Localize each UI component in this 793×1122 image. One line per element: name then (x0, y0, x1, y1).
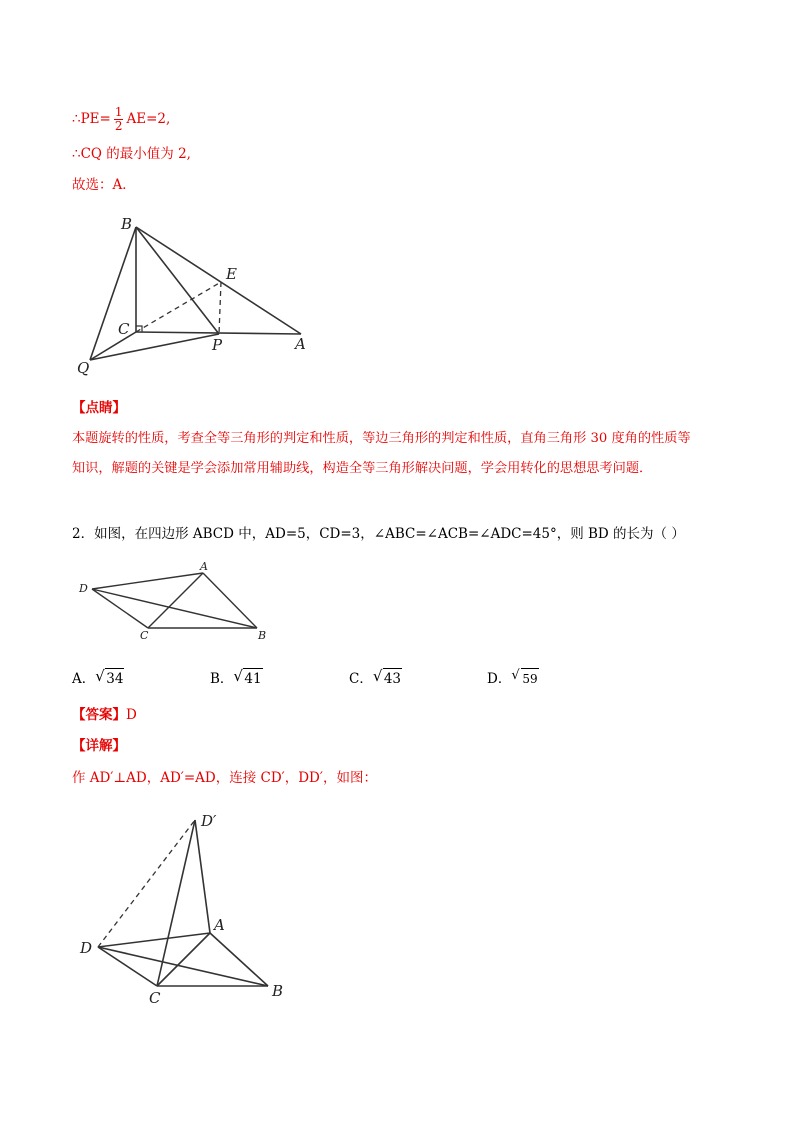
solution1-line1 (72, 106, 170, 133)
label-q: Q (77, 359, 90, 377)
figure-3-construction-diagram (72, 808, 302, 1008)
label-b: B (272, 982, 284, 1000)
segment-db (92, 589, 257, 628)
sqrt-icon: √ 41 (233, 667, 262, 687)
label-c: C (149, 989, 161, 1007)
solution1-line2: ∴CQ 的最小值为 2, (72, 146, 191, 162)
option-b: B． √ 41 (210, 667, 262, 687)
label-c: C (118, 320, 130, 338)
dashed-ep (219, 282, 221, 334)
pe-suffix: AE=2, (126, 111, 171, 127)
pe-prefix: ∴PE= (72, 111, 111, 127)
dianjing-heading: 【点睛】 (72, 400, 126, 416)
label-c: C (140, 629, 149, 642)
question2-text: 2．如图，在四边形 ABCD 中，AD=5，CD=3，∠ABC=∠ACB=∠ADC=45°，则 BD 的长为（ ） (72, 526, 685, 542)
detail-text: 作 AD′⊥AD，AD′=AD，连接 CD′，DD′，如图： (72, 770, 377, 786)
label-d: D (80, 939, 93, 957)
label-b: B (258, 629, 267, 642)
one-half-fraction: $\frac{1}{2}$ (114, 105, 123, 133)
label-a: A (200, 560, 208, 573)
label-a: A (295, 335, 306, 353)
segment-ab (210, 933, 268, 986)
label-b: B (121, 215, 133, 233)
label-p: P (212, 336, 223, 354)
dianjing-text-line2: 知识，解题的关键是学会添加常用辅助线，构造全等三角形解决问题，学会用转化的思想思考问题． (72, 461, 653, 476)
segment-da (92, 573, 203, 589)
answer-value: D (126, 707, 137, 723)
label-e: E (226, 265, 237, 283)
segment-qp (90, 334, 219, 360)
segment-ac (157, 933, 210, 986)
figure-2-quadrilateral-diagram (72, 558, 272, 648)
solution1-line3: 故选：A． (72, 177, 136, 193)
answer-heading: 【答案】 (72, 707, 126, 723)
label-d-prime: D′ (201, 812, 217, 830)
label-a: A (214, 916, 225, 934)
segment-db (98, 947, 268, 986)
dashed-ce (136, 282, 221, 332)
dianjing-text (72, 424, 732, 484)
segment-dpa (195, 820, 210, 933)
segment-bp (136, 227, 219, 334)
segment-dc (98, 947, 157, 986)
segment-dc (92, 589, 148, 628)
segment-bq (90, 227, 136, 360)
segment-ab (203, 573, 257, 628)
segment-ac (148, 573, 203, 628)
dianjing-text-line1: 本题旋转的性质，考查全等三角形的判定和性质，等边三角形的判定和性质，直角三角形 30 度角的性质等 (72, 431, 691, 446)
sqrt-icon: √ 34 (95, 667, 124, 687)
answer-line (72, 706, 137, 724)
segment-da (98, 933, 210, 947)
option-c: C． √ 43 (349, 667, 402, 687)
sqrt-icon: √ 59 (511, 668, 538, 689)
label-d: D (79, 582, 88, 595)
option-d: D． √ 59 (487, 668, 538, 687)
option-a: A． √ 34 (72, 667, 124, 687)
sqrt-icon: √ 43 (372, 667, 402, 687)
figure-1-triangle-diagram (70, 208, 330, 378)
detail-heading: 【详解】 (72, 738, 126, 754)
